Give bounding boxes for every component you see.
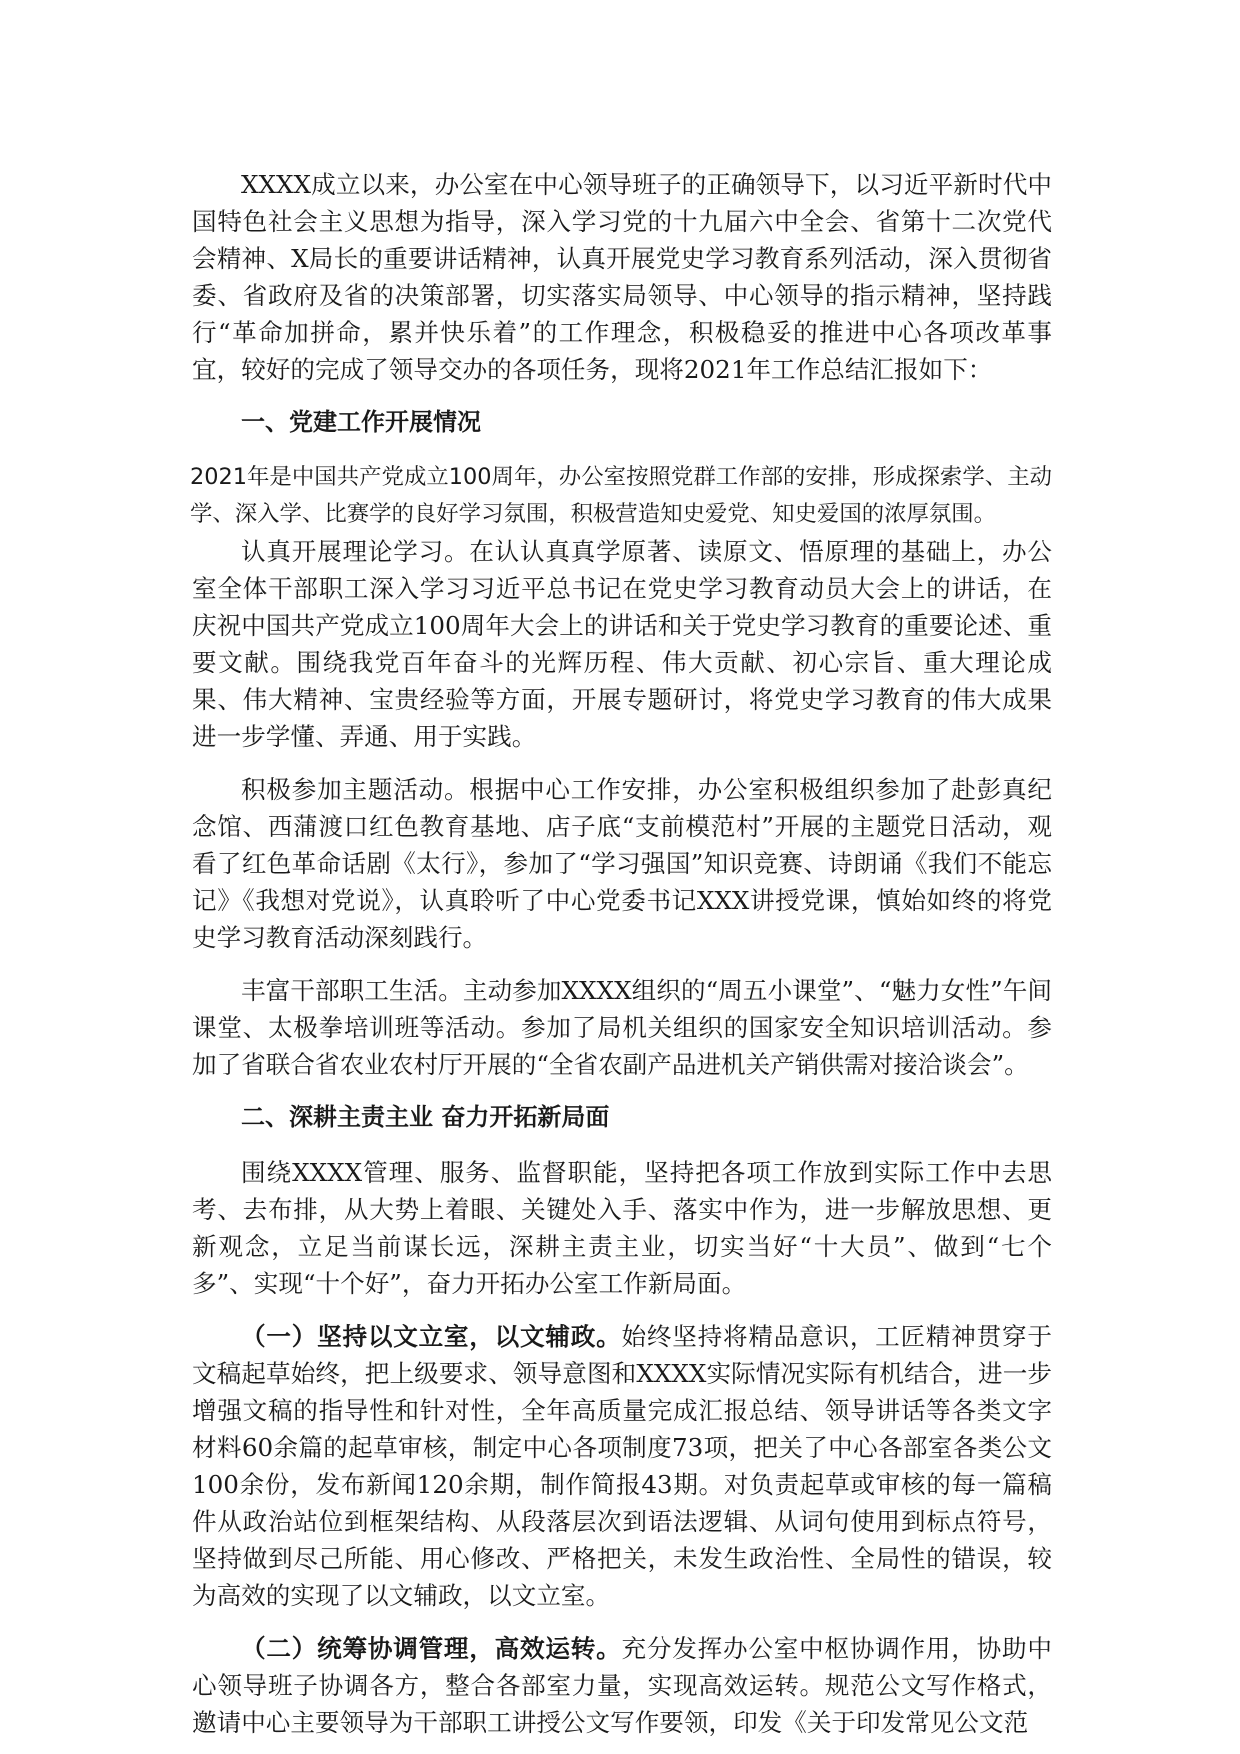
section2-paragraph-intro: 围绕XXXX管理、服务、监督职能，坚持把各项工作放到实际工作中去思考、去布排，从大势上着眼、关键处入手、落实中作为，进一步解放思想、更新观念，立足当前谋长远，深耕主责主业，切实当好“十大员”、做到“七个多”、实现“十个好”，奋力开拓办公室工作新局面。 [192, 1158, 1052, 1298]
section2-item1-lead: （一）坚持以文立室，以文辅政。 [241, 1322, 622, 1351]
document-body [192, 166, 1052, 1741]
section2-item1-paragraph [192, 1318, 1052, 1614]
section2-heading: 二、深耕主责主业 奋力开拓新局面 [241, 1103, 610, 1131]
section2-item2-paragraph [192, 1630, 1052, 1741]
section1-paragraph-theory-study: 认真开展理论学习。在认认真真学原著、读原文、悟原理的基础上，办公室全体干部职工深入学习习近平总书记在党史学习教育动员大会上的讲话，在庆祝中国共产党成立100周年大会上的讲话和关于党史学习教育的重要论述、重要文献。围绕我党百年奋斗的光辉历程、伟大贡献、初心宗旨、重大理论成果、伟大精神、宝贵经验等方面，开展专题研讨，将党史学习教育的伟大成果进一步学懂、弄通、用于实践。 [192, 537, 1052, 751]
section1-heading: 一、党建工作开展情况 [241, 408, 481, 436]
section1-paragraph-staff-life: 丰富干部职工生活。主动参加XXXX组织的“周五小课堂”、“魅力女性”午间课堂、太极拳培训班等活动。参加了局机关组织的国家安全知识培训活动。参加了省联合省农业农村厅开展的“全省农副产品进机关产销供需对接洽谈会”。 [192, 976, 1052, 1079]
section1-paragraph-theme-activities: 积极参加主题活动。根据中心工作安排，办公室积极组织参加了赴彭真纪念馆、西蒲渡口红色教育基地、店子底“支前模范村”开展的主题党日活动，观看了红色革命话剧《太行》，参加了“学习强国”知识竞赛、诗朗诵《我们不能忘记》《我想对党说》，认真聆听了中心党委书记XXX讲授党课，慎始如终的将党史学习教育活动深刻践行。 [192, 775, 1052, 952]
section1-summary: 2021年是中国共产党成立100周年，办公室按照党群工作部的安排，形成探索学、主动学、深入学、比赛学的良好学习氛围，积极营造知史爱党、知史爱国的浓厚氛围。 [190, 464, 1052, 527]
intro-paragraph: XXXX成立以来，办公室在中心领导班子的正确领导下，以习近平新时代中国特色社会主义思想为指导，深入学习党的十九届六中全会、省第十二次党代会精神、X局长的重要讲话精神，认真开展党史学习教育系列活动，深入贯彻省委、省政府及省的决策部署，切实落实局领导、中心领导的指示精神，坚持践行“革命加拼命，累并快乐着”的工作理念，积极稳妥的推进中心各项改革事宜，较好的完成了领导交办的各项任务，现将2021年工作总结汇报如下： [192, 170, 1052, 384]
section2-item1-body: 始终坚持将精品意识，工匠精神贯穿于文稿起草始终，把上级要求、领导意图和XXXX实际情况实际有机结合，进一步增强文稿的指导性和针对性，全年高质量完成汇报总结、领导讲话等各类文字材料60余篇的起草审核，制定中心各项制度73项，把关了中心各部室各类公文100余份，发布新闻120余期，制作简报43期。对负责起草或审核的每一篇稿件从政治站位到框架结构、从段落层次到语法逻辑、从词句使用到标点符号，坚持做到尽己所能、用心修改、严格把关，未发生政治性、全局性的错误，较为高效的实现了以文辅政，以文立室。 [192, 1322, 1052, 1610]
section2-item2-body: 充分发挥办公室中枢协调作用，协助中心领导班子协调各方，整合各部室力量，实现高效运转。规范公文写作格式，邀请中心主要领导为干部职工讲授公文写作要领，印发《关于印发常见公文范 [192, 1634, 1052, 1737]
section2-item2-lead: （二）统筹协调管理，高效运转。 [241, 1634, 622, 1663]
